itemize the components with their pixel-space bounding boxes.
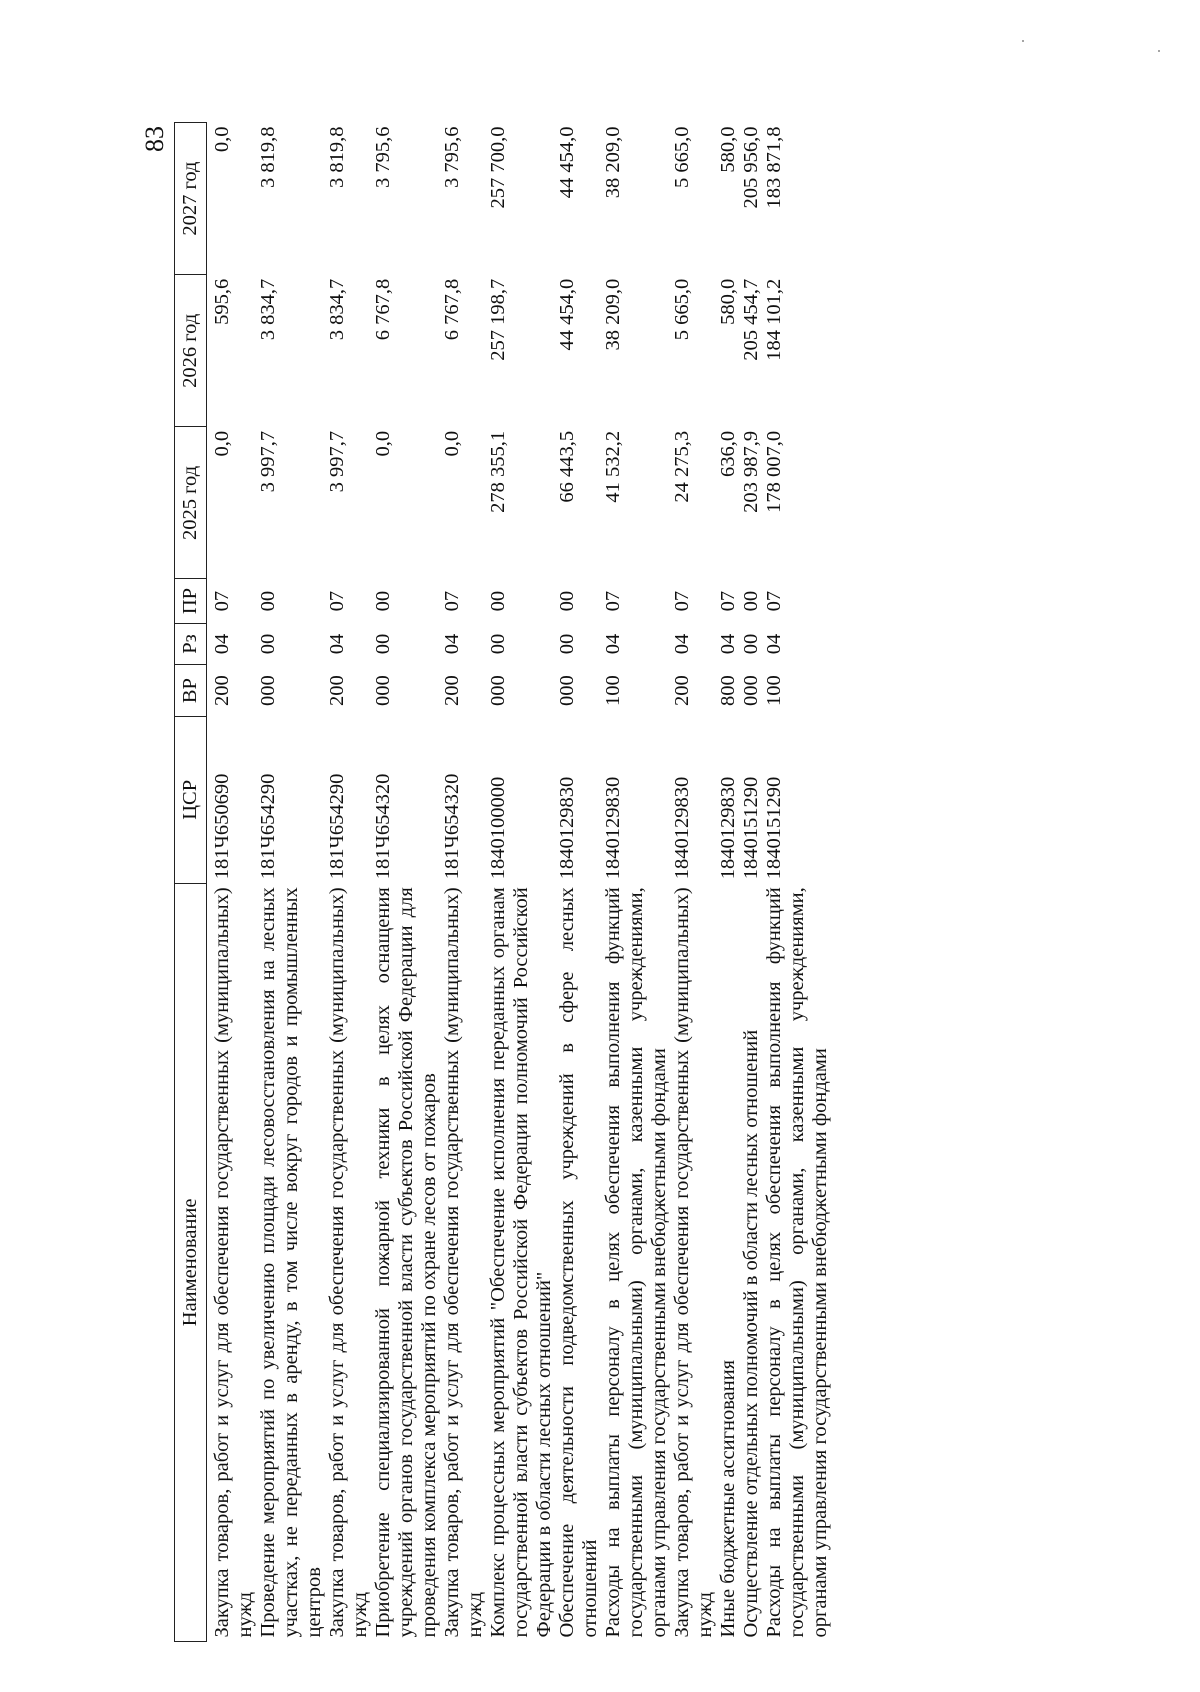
header-pr: ПР — [175, 579, 207, 623]
cell-vr: 100 — [602, 675, 624, 706]
cell-2025: 203 987,9 — [740, 430, 762, 513]
cell-rz: 04 — [441, 633, 463, 655]
cell-2025: 66 443,5 — [556, 430, 578, 503]
table-row — [372, 123, 441, 1642]
cell-2026: 3 834,7 — [326, 278, 348, 341]
cell-pr: 07 — [211, 590, 233, 612]
cell-name: Обеспечение деятельности подведомственных учреждений в сфере лесных отношений — [556, 887, 601, 1638]
cell-vr: 200 — [441, 675, 463, 706]
cell-csr: 1840100000 — [487, 776, 509, 880]
cell-2027: 3 795,6 — [441, 126, 463, 188]
cell-pr: 00 — [556, 590, 578, 612]
cell-2026: 184 101,2 — [763, 278, 785, 361]
cell-rz: 00 — [740, 633, 762, 655]
cell-csr: 181Ч654320 — [372, 773, 394, 880]
cell-vr: 200 — [211, 675, 233, 706]
cell-2027: 3 819,8 — [257, 126, 279, 188]
cell-vr: 100 — [763, 675, 785, 706]
cell-name: Закупка товаров, работ и услуг для обеспечения государственных (муниципальных) нужд — [326, 887, 371, 1638]
header-row — [175, 123, 207, 1642]
cell-vr: 000 — [740, 675, 762, 706]
cell-csr: 1840129830 — [671, 776, 693, 880]
cell-csr: 181Ч654320 — [441, 773, 463, 880]
cell-2025: 3 997,7 — [326, 430, 348, 493]
cell-rz: 00 — [556, 633, 578, 655]
cell-2025: 636,0 — [717, 430, 739, 477]
table-row — [763, 123, 832, 1642]
cell-2026: 257 198,7 — [487, 278, 509, 361]
cell-2025: 0,0 — [372, 430, 394, 457]
cell-pr: 07 — [441, 590, 463, 612]
header-2025: 2025 год — [175, 427, 207, 579]
cell-name: Приобретение специализированной пожарной техники в целях оснащения учреждений органов государственной власти субъектов Российской Федерации для проведения комплекса мероприятий по охране лесов от пожаров — [372, 887, 440, 1638]
cell-2027: 38 209,0 — [602, 126, 624, 199]
header-rz: Рз — [175, 623, 207, 665]
table-row — [257, 123, 326, 1642]
table-row — [556, 123, 602, 1642]
table-row — [602, 123, 671, 1642]
cell-2026: 6 767,8 — [441, 278, 463, 341]
table-row — [326, 123, 372, 1642]
header-2026: 2026 год — [175, 275, 207, 427]
cell-2027: 3 819,8 — [326, 126, 348, 188]
cell-rz: 00 — [487, 633, 509, 655]
cell-rz: 04 — [763, 633, 785, 655]
cell-2027: 3 795,6 — [372, 126, 394, 188]
cell-2025: 41 532,2 — [602, 430, 624, 503]
header-csr: ЦСР — [175, 716, 207, 883]
cell-pr: 00 — [372, 590, 394, 612]
cell-pr: 00 — [257, 590, 279, 612]
budget-table — [174, 122, 832, 1642]
page-number: 83 — [140, 126, 169, 152]
cell-vr: 000 — [556, 675, 578, 706]
cell-name: Расходы на выплаты персоналу в целях обеспечения выполнения функций государственными (муниципальными) органами, казенными учреждениями, органами управления государственными внебюджетными фондами — [602, 887, 670, 1638]
cell-csr: 1840129830 — [556, 776, 578, 880]
table-row — [487, 123, 556, 1642]
cell-2025: 24 275,3 — [671, 430, 693, 503]
cell-pr: 07 — [671, 590, 693, 612]
cell-vr: 200 — [671, 675, 693, 706]
scan-speck — [1022, 40, 1024, 42]
cell-rz: 04 — [671, 633, 693, 655]
cell-2026: 205 454,7 — [740, 278, 762, 361]
cell-vr: 000 — [257, 675, 279, 706]
cell-pr: 07 — [717, 590, 739, 612]
cell-name: Расходы на выплаты персоналу в целях обеспечения выполнения функций государственными (муниципальными) органами, казенными учреждениями, органами управления государственными внебюджетными фондами — [763, 887, 831, 1638]
header-2027: 2027 год — [175, 123, 207, 275]
cell-rz: 04 — [717, 633, 739, 655]
cell-rz: 04 — [602, 633, 624, 655]
cell-2025: 0,0 — [441, 430, 463, 457]
cell-name: Иные бюджетные ассигнования — [717, 1359, 739, 1638]
cell-csr: 1840151290 — [763, 776, 785, 880]
cell-2027: 5 665,0 — [671, 126, 693, 188]
header-name: Наименование — [175, 883, 207, 1641]
cell-pr: 07 — [763, 590, 785, 612]
cell-pr: 00 — [487, 590, 509, 612]
header-vr: ВР — [175, 665, 207, 717]
cell-rz: 04 — [326, 633, 348, 655]
table-body — [207, 123, 833, 1642]
cell-vr: 000 — [487, 675, 509, 706]
cell-rz: 00 — [257, 633, 279, 655]
cell-name: Закупка товаров, работ и услуг для обеспечения государственных (муниципальных) нужд — [671, 887, 716, 1638]
table-row — [211, 123, 257, 1642]
cell-2025: 0,0 — [211, 430, 233, 457]
cell-vr: 000 — [372, 675, 394, 706]
scan-speck — [1158, 50, 1160, 52]
cell-name: Комплекс процессных мероприятий "Обеспечение исполнения переданных органам государственной власти субъектов Российской Федерации полномочий Российской Федерации в области лесных отношений" — [487, 887, 555, 1638]
cell-name: Закупка товаров, работ и услуг для обеспечения государственных (муниципальных) нужд — [211, 887, 256, 1638]
cell-name: Осуществление отдельных полномочий в области лесных отношений — [740, 1029, 762, 1638]
cell-pr: 07 — [602, 590, 624, 612]
table-row — [740, 123, 763, 1642]
table-row — [671, 123, 717, 1642]
cell-vr: 200 — [326, 675, 348, 706]
cell-2027: 44 454,0 — [556, 126, 578, 199]
cell-2025: 3 997,7 — [257, 430, 279, 493]
cell-rz: 04 — [211, 633, 233, 655]
cell-2026: 5 665,0 — [671, 278, 693, 341]
cell-2026: 38 209,0 — [602, 278, 624, 351]
cell-csr: 181Ч654290 — [326, 773, 348, 880]
table-row — [441, 123, 487, 1642]
cell-2027: 580,0 — [717, 126, 739, 173]
cell-rz: 00 — [372, 633, 394, 655]
cell-pr: 00 — [740, 590, 762, 612]
cell-2027: 0,0 — [211, 126, 233, 153]
cell-2027: 205 956,0 — [740, 126, 762, 209]
cell-name: Закупка товаров, работ и услуг для обеспечения государственных (муниципальных) нужд — [441, 887, 486, 1638]
cell-2026: 6 767,8 — [372, 278, 394, 341]
cell-2027: 183 871,8 — [763, 126, 785, 209]
cell-csr: 181Ч650690 — [211, 773, 233, 880]
cell-name: Проведение мероприятий по увеличению площади лесовосстановления на лесных участках, не переданных в аренду, в том числе вокруг городов и промышленных центров — [257, 887, 325, 1638]
cell-2025: 178 007,0 — [763, 430, 785, 513]
cell-vr: 800 — [717, 675, 739, 706]
cell-2026: 595,6 — [211, 278, 233, 325]
cell-pr: 07 — [326, 590, 348, 612]
cell-csr: 181Ч654290 — [257, 773, 279, 880]
cell-2026: 580,0 — [717, 278, 739, 325]
cell-csr: 1840129830 — [717, 776, 739, 880]
cell-csr: 1840151290 — [740, 776, 762, 880]
cell-2026: 44 454,0 — [556, 278, 578, 351]
cell-csr: 1840129830 — [602, 776, 624, 880]
table-row — [717, 123, 740, 1642]
cell-2027: 257 700,0 — [487, 126, 509, 209]
cell-2025: 278 355,1 — [487, 430, 509, 513]
cell-2026: 3 834,7 — [257, 278, 279, 341]
